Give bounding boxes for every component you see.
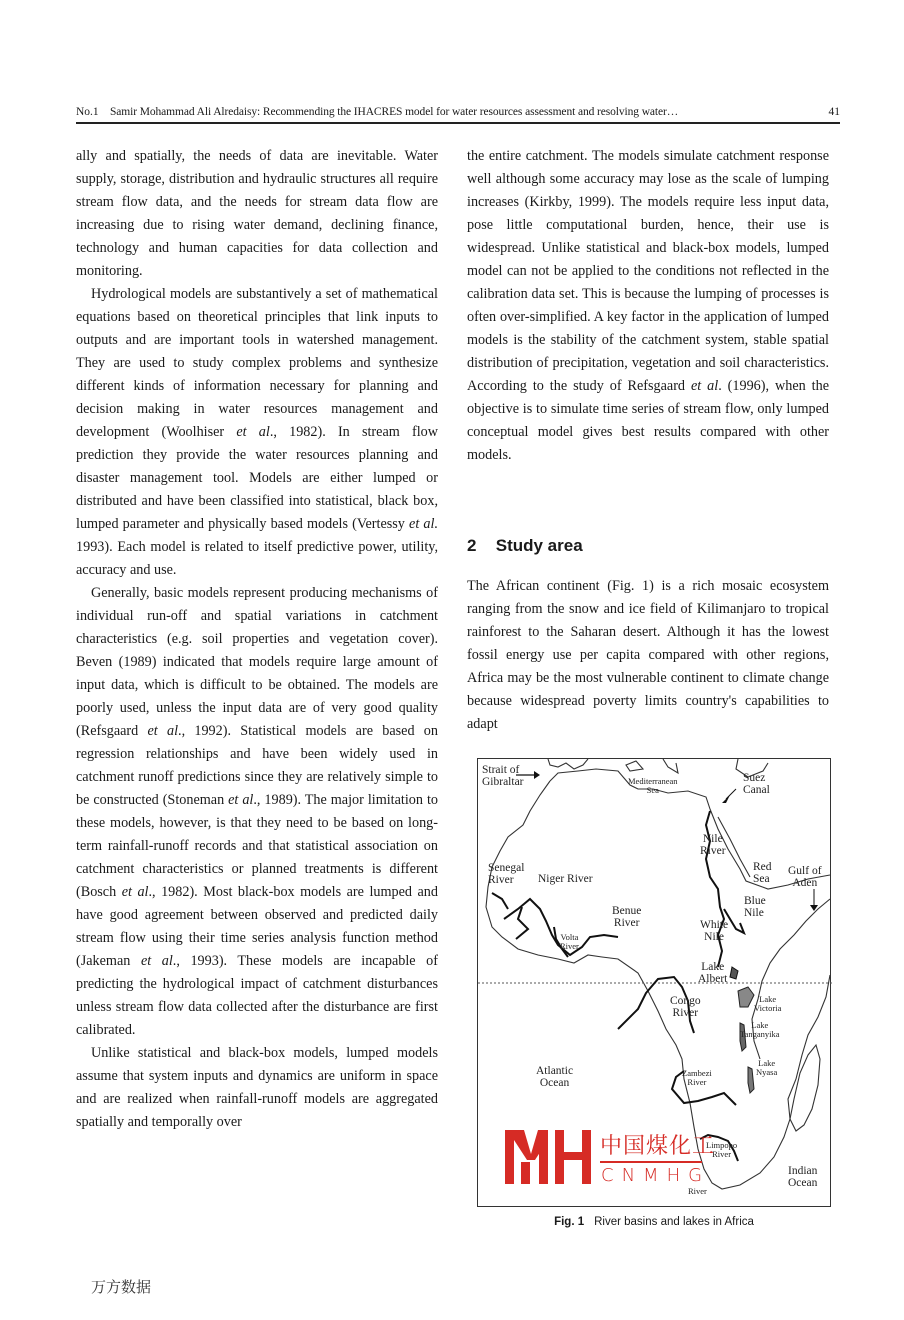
paragraph: The African continent (Fig. 1) is a rich mosaic ecosystem ranging from the snow and ice field of Kilimanjaro to tropical rainforest to the Saharan desert. Although it has the lowest fossil energy use per capita compared with other regions, Africa may be the most vulnerable continent to climate change because widespread poverty limits country's capabilities to adapt <box>467 578 829 732</box>
label-atlantic-ocean: Atlantic Ocean <box>536 1065 574 1089</box>
figure-number: Fig. 1 <box>554 1216 585 1228</box>
watermark-rule <box>600 1161 702 1163</box>
label-lake-tanganyika: Lake Tanganyika <box>740 1020 780 1039</box>
label-senegal-river: Senegal River <box>488 862 525 886</box>
left-column <box>76 145 438 1134</box>
running-header <box>76 103 840 121</box>
paragraph: Generally, basic models represent producing mechanisms of individual run-off and spatial variations in catchment characteristics (e.g. soil properties and vegetation cover). Beven (1989) indicated that models require large amount of input data, which is difficult to be obtained. The models are poorly used, unless the input data are of very good quality (Refsgaard et al., 1992). Statistical models are based on regression relationships and have been widely used in catchment runoff predictions since they are relatively simple to be constructed (Stoneman et al., 1989). The major limitation to these models, however, is that they need to be based on long-term rainfall-runoff records and that statistical association on catchment characteristics or planned treatments is different (Bosch et al., 1982). Most black-box models are lumped and have good agreement between observed and predicted daily stream flow using their time series analysis function method (Jakeman et al., 1993). These models are incapable of predicting the hydrological impact of catchment disturbances unless stream flow data collected after the disturbance are first calibrated. <box>76 585 438 1038</box>
section-number: 2 <box>467 536 477 555</box>
label-suez-canal: Suez Canal <box>743 772 770 796</box>
label-lake-albert: Lake Albert <box>698 961 728 985</box>
label-lake-nyasa: Lake Nyasa <box>756 1058 778 1077</box>
label-benue-river: Benue River <box>612 905 642 929</box>
label-indian-ocean: Indian Ocean <box>788 1165 818 1189</box>
paragraph: Hydrological models are substantively a set of mathematical equations based on theoretical principles that link inputs to outputs and are important tools in watershed management. They are used to study complex problems and synthesize different kinds of information necessary for planning and decision making in water resources management and development (Woolhiser et al., 1982). In stream flow prediction they provide the water resources planning and disaster management tool. Models are either lumped or distributed and have been classified into statistical, black box, lumped parameter and physically based models (Vertessy et al. 1993). Each model is related to itself predictive power, utility, accuracy and use. <box>76 286 438 578</box>
watermark-chinese-text: 中国煤化工 <box>600 1134 716 1159</box>
label-zambezi-river: Zambezi River <box>682 1068 712 1087</box>
cnmhg-watermark <box>505 1128 745 1198</box>
header-rule <box>76 122 840 124</box>
section-heading <box>467 535 583 557</box>
label-white-nile: White Nile <box>700 919 729 943</box>
right-column <box>467 145 829 467</box>
section-title: Study area <box>495 536 583 555</box>
label-limpopo-river: Limpopo River <box>706 1140 738 1159</box>
paragraph: ally and spatially, the needs of data are inevitable. Water supply, storage, distribution and hydraulic structures all require stream flow data, and the needs for stream data flow are increasing due to rising water demand, declining finance, technology and human capacities for data collection and monitoring. <box>76 148 438 279</box>
label-orange-river: River <box>688 1186 707 1196</box>
label-niger-river: Niger River <box>538 873 593 885</box>
label-blue-nile: Blue Nile <box>744 895 766 919</box>
label-congo-river: Congo River <box>670 995 701 1019</box>
page-number: 41 <box>828 106 840 118</box>
right-column-continued <box>467 575 829 736</box>
watermark-english-text: CNMHG <box>601 1165 711 1186</box>
running-title: Samir Mohammad Ali Alredaisy: Recommending the IHACRES model for water resources assessment and resolving water… <box>110 106 679 118</box>
paragraph: the entire catchment. The models simulate catchment response well although some accuracy may lose as the scale of lumping increases (Kirkby, 1999). The models require less input data, pose little computational burden, hence, their use is widespread. Unlike statistical and black-box models, lumped model can not be applied to the conditions not reflected in the calibration data set. This is because the lumping of processes is often over-simplified. A key factor in the application of lumped models is the stability of the catchment system, stable spatial distribution of precipitation, vegetation and soil characteristics. According to the study of Refsgaard et al. (1996), when the objective is to simulate time series of stream flow, only lumped conceptual model gives best results compared with other models. <box>467 148 829 463</box>
label-volta-river: Volta River <box>560 932 579 951</box>
label-red-sea: Red Sea <box>753 861 772 885</box>
label-nile-river: Nile River <box>700 833 726 857</box>
label-gulf-of-aden: Gulf of Aden <box>788 865 822 889</box>
footer-source-mark: 万方数据 <box>91 1278 152 1296</box>
paragraph: Unlike statistical and black-box models, lumped models assume that system inputs and dynamics are uniform in space and are realized when rainfall-runoff models are aggregated spatially and temporally over <box>76 1045 438 1130</box>
label-strait-of-gibraltar: Strait of Gibraltar <box>482 764 524 788</box>
cnmhg-logo-icon <box>505 1128 593 1186</box>
label-mediterranean-sea: Mediterranean Sea <box>628 776 678 795</box>
figure-caption <box>477 1216 831 1228</box>
issue-number: No.1 <box>76 106 99 118</box>
label-lake-victoria: Lake Victoria <box>754 994 782 1013</box>
figure-caption-text: River basins and lakes in Africa <box>594 1216 754 1228</box>
